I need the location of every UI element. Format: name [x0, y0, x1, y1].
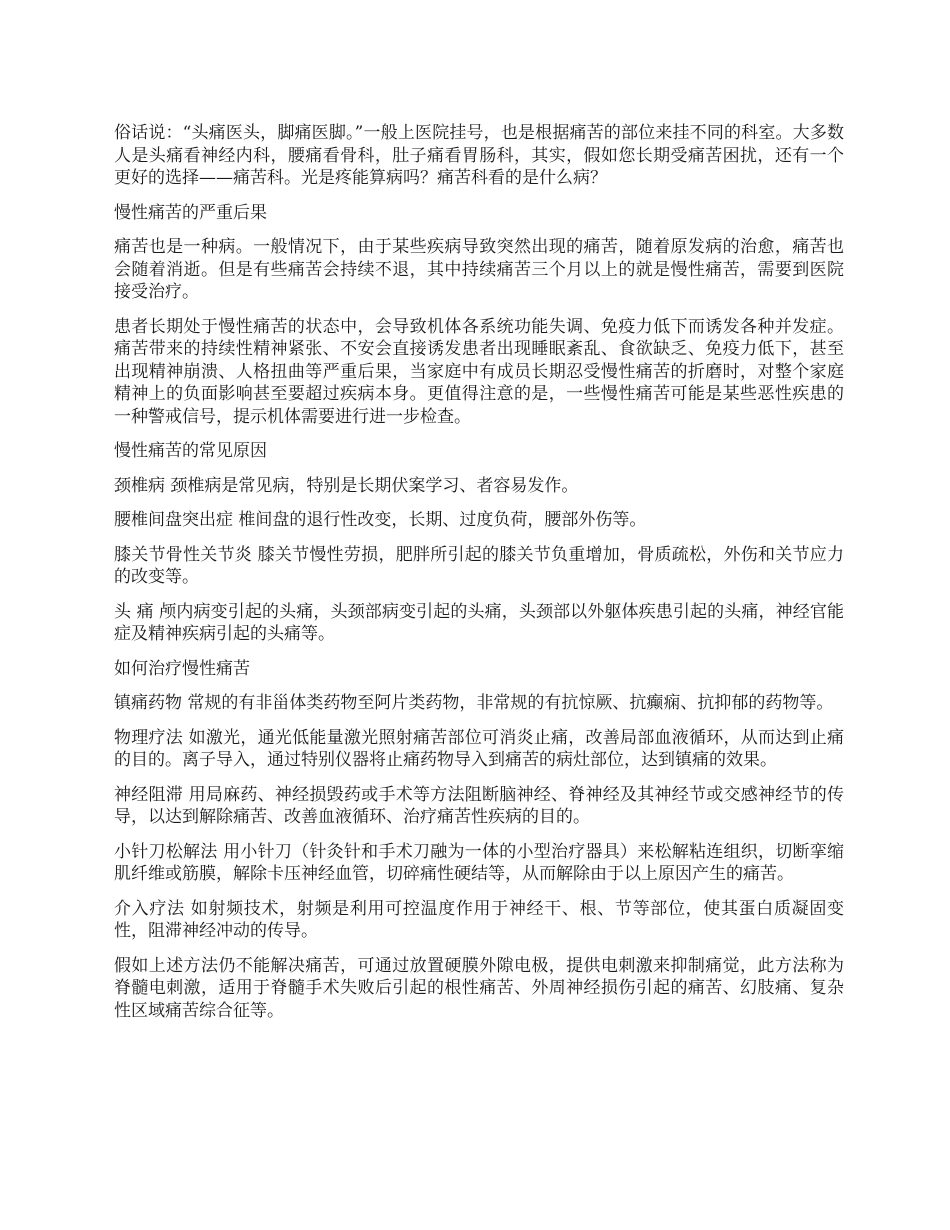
paragraph-interventional: 介入疗法 如射频技术，射频是利用可控温度作用于神经干、根、节等部位，使其蛋白质凝固变性，阻滞神经冲动的传导。 — [114, 898, 844, 941]
paragraph-pain-is-disease: 痛苦也是一种病。一般情况下，由于某些疾病导致突然出现的痛苦，随着原发病的治愈，痛苦也会随着消逝。但是有些痛苦会持续不退，其中持续痛苦三个月以上的就是慢性痛苦，需要到医院接受治疗。 — [114, 237, 844, 302]
intro-paragraph: 俗话说：“头痛医头，脚痛医脚。”一般上医院挂号，也是根据痛苦的部位来挂不同的科室。大多数人是头痛看神经内科，腰痛看骨科，肚子痛看胃肠科，其实，假如您长期受痛苦困扰，还有一个更好的选择——痛苦科。光是疼能算病吗？痛苦科看的是什么病？ — [114, 123, 844, 188]
document-body — [114, 122, 844, 1034]
section-heading-consequences: 慢性痛苦的严重后果 — [114, 202, 267, 223]
section-heading-treatment: 如何治疗慢性痛苦 — [114, 658, 250, 679]
paragraph-knee: 膝关节骨性关节炎 膝关节慢性劳损，肥胖所引起的膝关节负重增加，骨质疏松，外伤和关节应力的改变等。 — [114, 544, 844, 587]
paragraph-analgesics: 镇痛药物 常规的有非甾体类药物至阿片类药物，非常规的有抗惊厥、抗癫痫、抗抑郁的药物等。 — [114, 693, 834, 713]
paragraph-cervical: 颈椎病 颈椎病是常见病，特别是长期伏案学习、者容易发作。 — [114, 475, 579, 496]
paragraph-lumbar: 腰椎间盘突出症 椎间盘的退行性改变，长期、过度负荷，腰部外伤等。 — [114, 510, 647, 530]
paragraph-nerve-block: 神经阻滞 用局麻药、神经损毁药或手术等方法阻断脑神经、脊神经及其神经节或交感神经节的传导，以达到解除痛苦、改善血液循环、治疗痛苦性疾病的目的。 — [114, 784, 844, 827]
paragraph-needle-knife: 小针刀松解法 用小针刀（针灸针和手术刀融为一体的小型治疗器具）来松解粘连组织，切断挛缩肌纤维或筋膜，解除卡压神经血管，切碎痛性硬结等，从而解除由于以上原因产生的痛苦。 — [114, 841, 844, 884]
paragraph-headache: 头 痛 颅内病变引起的头痛，头颈部病变引起的头痛，头颈部以外躯体疾患引起的头痛，神经官能症及精神疾病引起的头痛等。 — [114, 601, 844, 644]
section-heading-causes: 慢性痛苦的常见原因 — [114, 441, 267, 461]
paragraph-physical-therapy: 物理疗法 如激光，通光低能量激光照射痛苦部位可消炎止痛，改善局部血液循环，从而达到止痛的目的。离子导入，通过特别仪器将止痛药物导入到痛苦的病灶部位，达到镇痛的效果。 — [114, 727, 844, 770]
paragraph-chronic-effects: 患者长期处于慢性痛苦的状态中，会导致机体各系统功能失调、免疫力低下而诱发各种并发症。痛苦带来的持续性精神紧张、不安会直接诱发患者出现睡眠紊乱、食欲缺乏、免疫力低下，甚至出现精神崩溃、人格扭曲等严重后果，当家庭中有成员长期忍受慢性痛苦的折磨时，对整个家庭精神上的负面影响甚至要超过疾病本身。更值得注意的是，一些慢性痛苦可能是某些恶性疾患的一种警戒信号，提示机体需要进行进一步检查。 — [114, 316, 844, 427]
paragraph-spinal-stimulation: 假如上述方法仍不能解决痛苦，可通过放置硬膜外隙电极，提供电刺激来抑制痛觉，此方法称为脊髓电刺激，适用于脊髓手术失败后引起的根性痛苦、外周神经损伤引起的痛苦、幻肢痛、复杂性区域痛苦综合征等。 — [114, 955, 844, 1021]
